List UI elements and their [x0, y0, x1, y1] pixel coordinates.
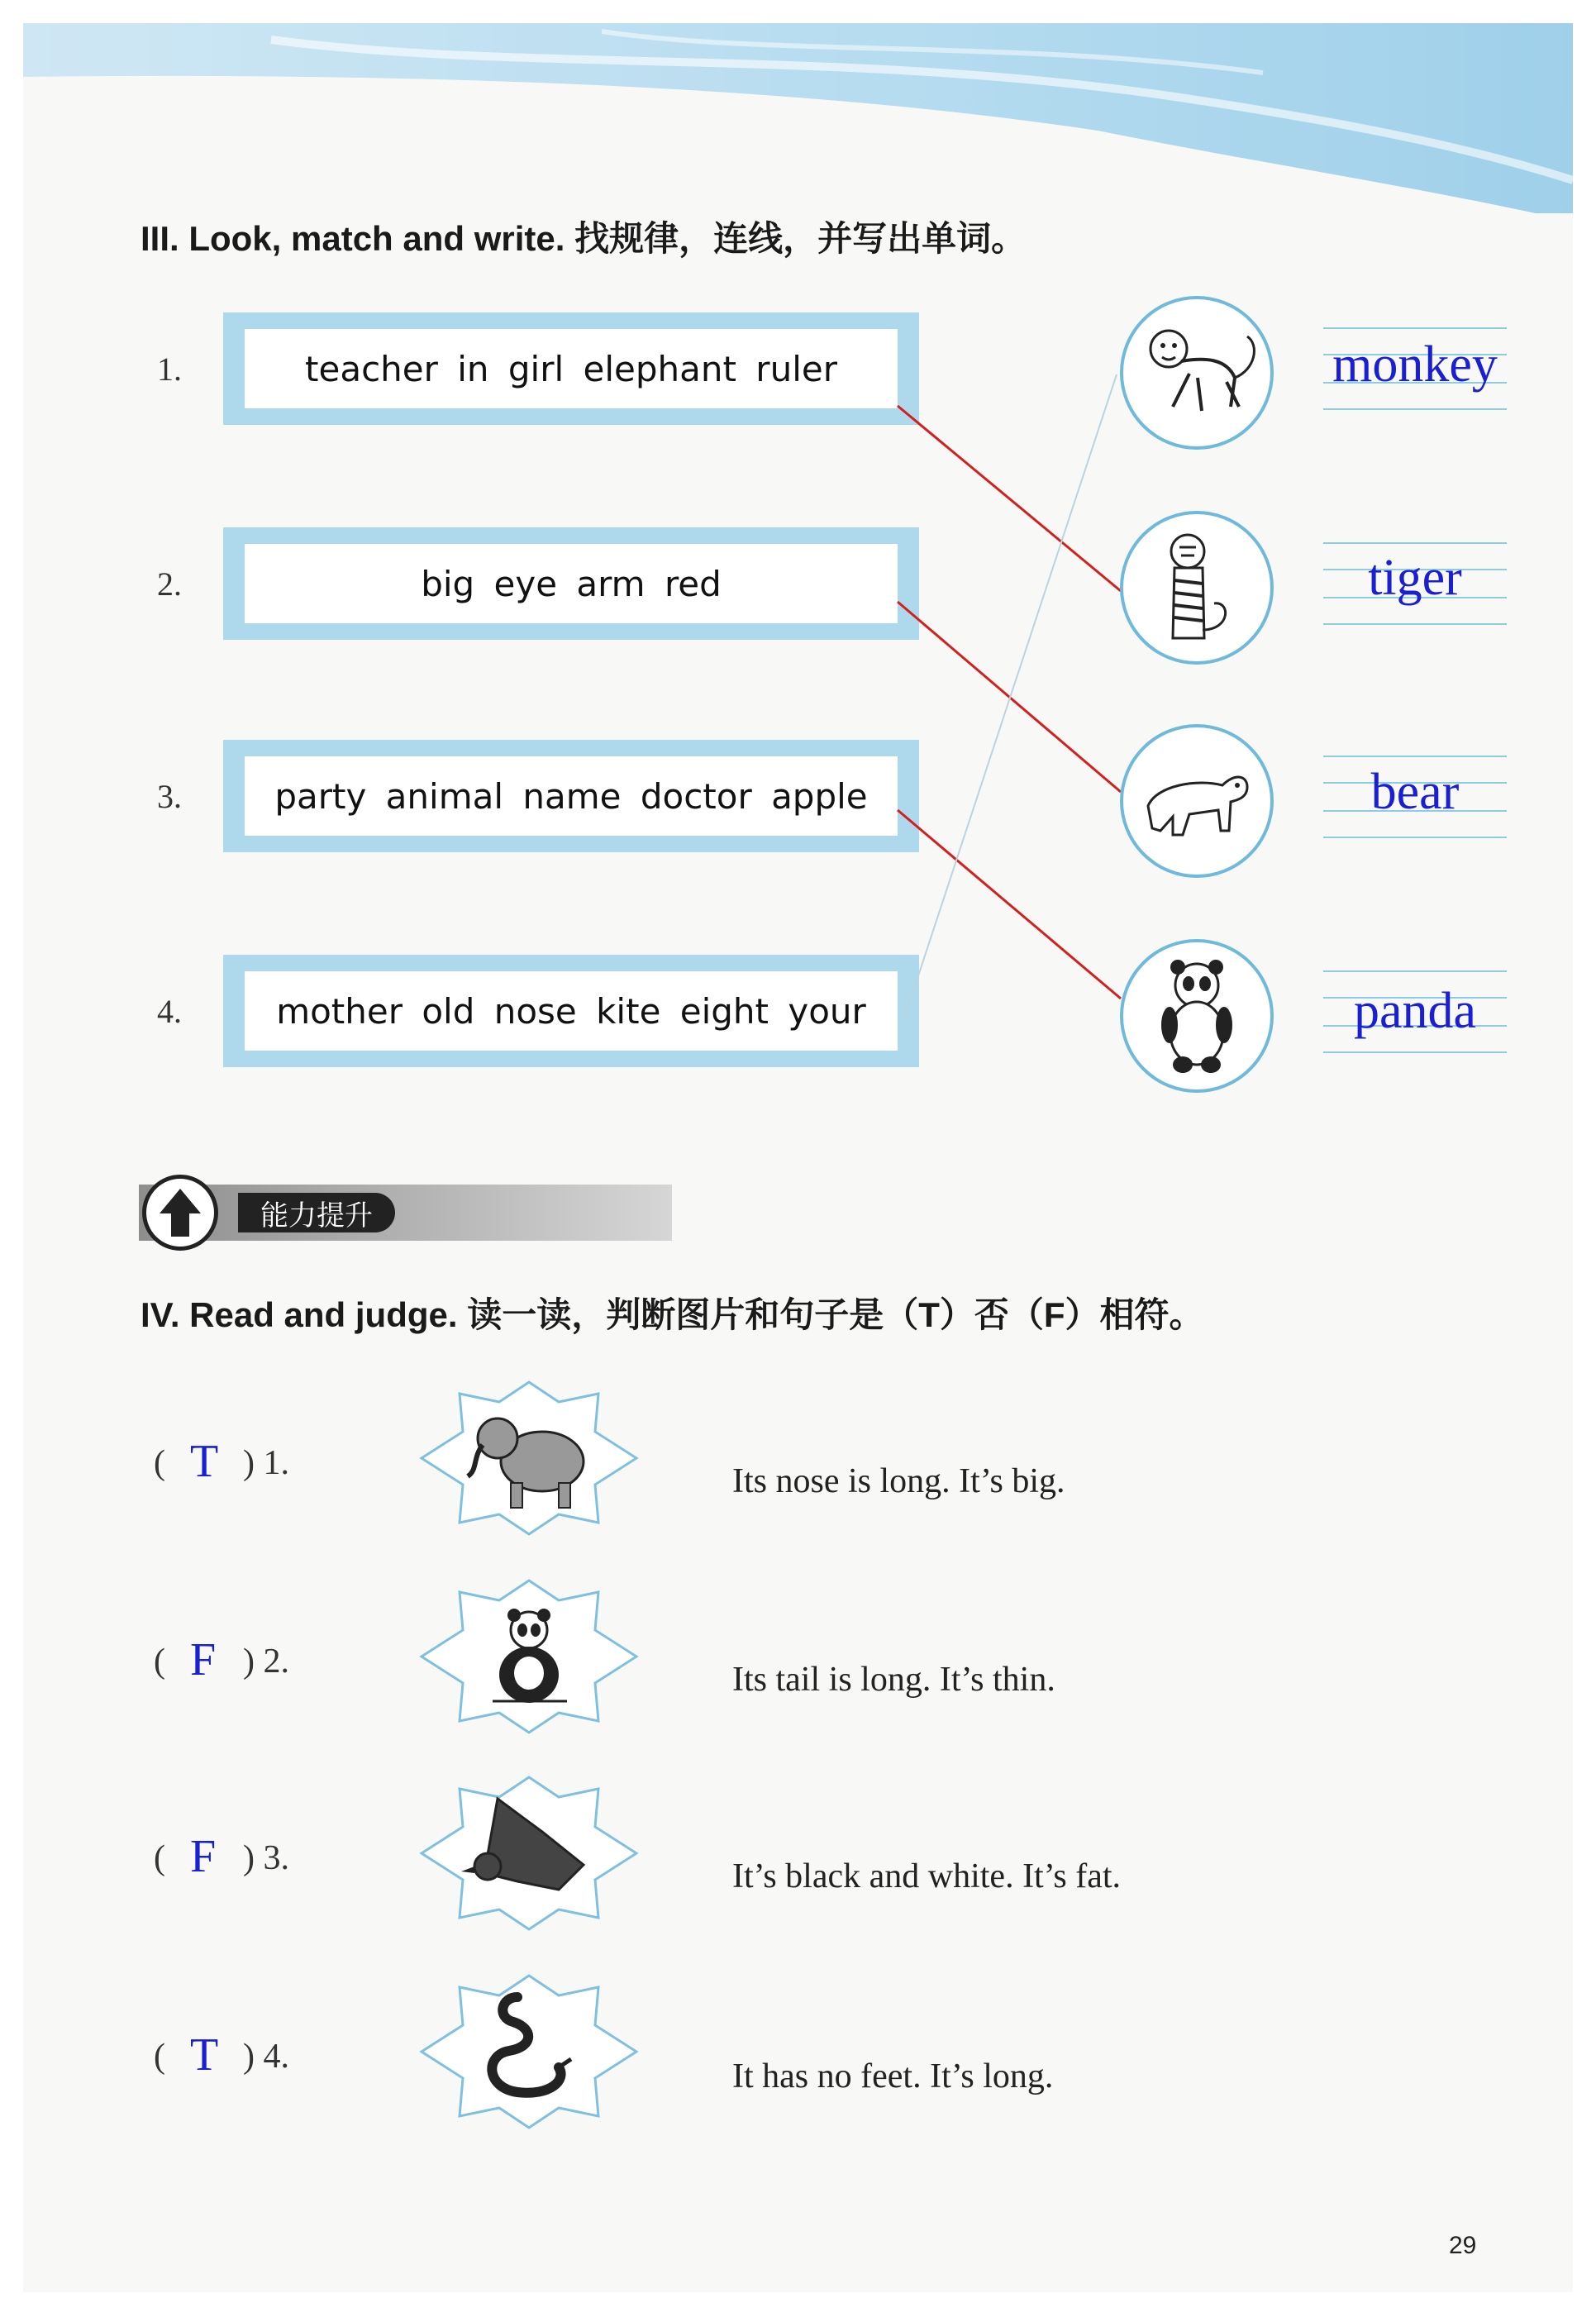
item-number: ) 2.	[243, 1642, 289, 1681]
item-number: 4.	[157, 993, 182, 1030]
judge-sentence: Its tail is long. It’s thin.	[732, 1661, 1055, 1699]
judge-sentence: It’s black and white. It’s fat.	[732, 1857, 1122, 1895]
banner-label: 能力提升	[238, 1193, 395, 1232]
match-line	[898, 810, 1121, 999]
answer-word-3: bear	[1370, 764, 1460, 820]
panda-picture	[418, 1577, 640, 1736]
judge-answer[interactable]: T	[190, 1436, 219, 1487]
word-list: big eye arm red	[245, 544, 898, 623]
word-list: party animal name doctor apple	[245, 756, 898, 836]
item-number: 2.	[157, 565, 182, 603]
item-number: ) 4.	[243, 2038, 289, 2076]
judge-sentence: It has no feet. It’s long.	[732, 2057, 1054, 2095]
answer-word-1: monkey	[1332, 336, 1498, 393]
item-number: 3.	[157, 778, 182, 815]
panda-icon	[1123, 942, 1270, 1089]
page-number: 29	[1449, 2232, 1477, 2259]
workbook-page	[23, 23, 1573, 2292]
panda-picture	[1120, 939, 1274, 1093]
item-number: 1.	[157, 350, 182, 388]
word-list: mother old nose kite eight your	[245, 971, 898, 1051]
section-4-title: IV. Read and judge. 读一读，判断图片和句子是（T）否（F）相符。	[141, 1295, 1204, 1334]
paren-open: (	[154, 1642, 165, 1681]
tiger-picture	[1120, 511, 1274, 665]
bird-picture	[418, 1774, 640, 1933]
up-arrow-icon	[142, 1175, 218, 1251]
item-number: ) 1.	[243, 1444, 289, 1482]
paren-open: (	[154, 1839, 165, 1877]
snake-picture	[418, 1972, 640, 2131]
match-line	[898, 406, 1121, 591]
monkey-icon	[1123, 299, 1270, 446]
ability-banner	[139, 1185, 672, 1241]
word-list: teacher in girl elephant ruler	[245, 329, 898, 408]
judge-answer[interactable]: F	[190, 1831, 217, 1882]
tiger-icon	[1123, 514, 1270, 661]
paren-open: (	[154, 1444, 165, 1482]
judge-answer[interactable]: T	[190, 2029, 219, 2081]
bear-icon	[1123, 727, 1270, 875]
item-number: ) 3.	[243, 1839, 289, 1877]
section-3-title: III. Look, match and write. 找规律，连线，并写出单词。	[141, 219, 1027, 258]
monkey-picture	[1120, 296, 1274, 450]
elephant-picture	[418, 1379, 640, 1538]
answer-word-2: tiger	[1368, 550, 1462, 606]
judge-answer[interactable]: F	[190, 1634, 217, 1685]
bear-picture	[1120, 724, 1274, 878]
match-line	[898, 602, 1121, 792]
paren-open: (	[154, 2038, 165, 2076]
match-line	[903, 374, 1117, 1023]
judge-sentence: Its nose is long. It’s big.	[732, 1462, 1065, 1500]
answer-word-4: panda	[1353, 983, 1477, 1039]
